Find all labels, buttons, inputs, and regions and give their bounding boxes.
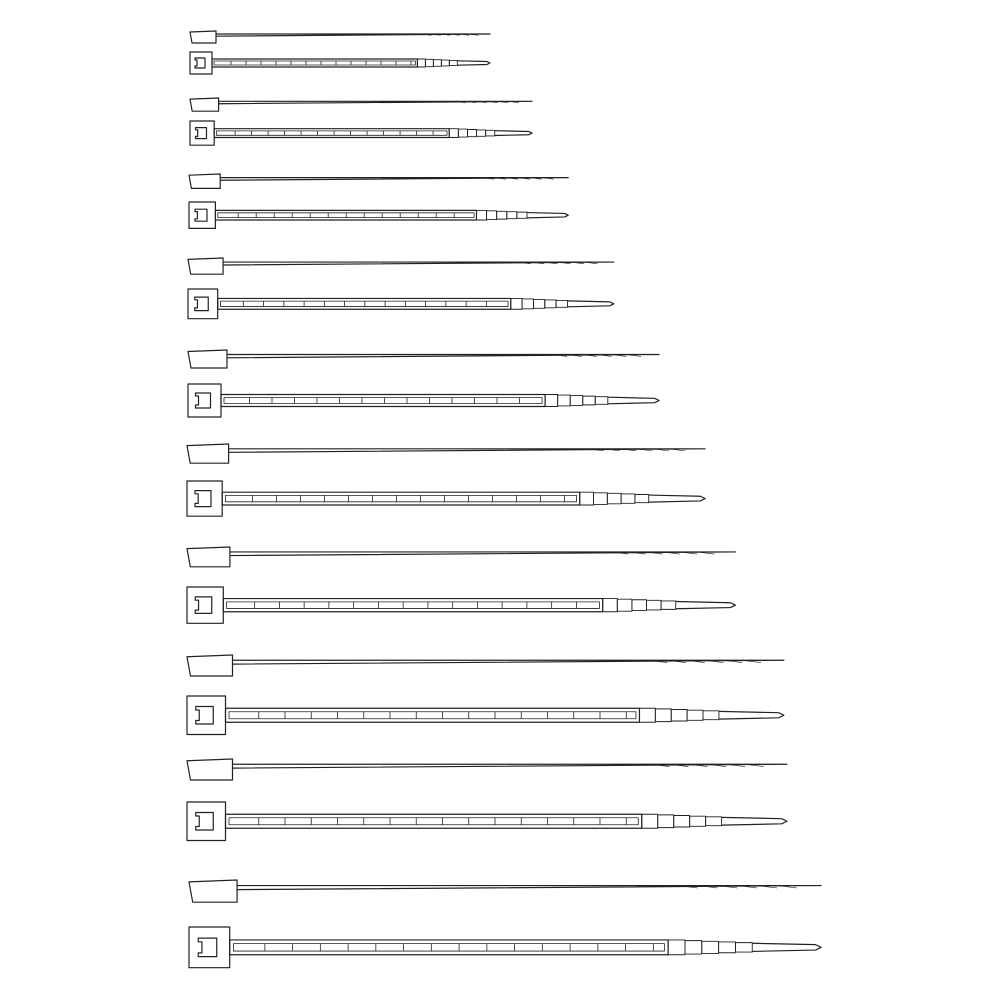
tie-9: [187, 759, 787, 841]
tie-head-top: [188, 289, 218, 319]
tie-top-view: [187, 802, 787, 841]
tie-2: [190, 98, 532, 145]
tie-tail-rib: [425, 59, 433, 66]
tie-tail-rib: [674, 816, 690, 827]
tie-tail-rib: [703, 711, 719, 720]
tie-head-top: [187, 802, 226, 841]
tie-tail-rib: [467, 129, 476, 136]
tie-tail-rib: [735, 943, 752, 952]
tie-tail-rib: [570, 396, 583, 406]
tie-7: [187, 547, 735, 623]
tie-tip: [527, 213, 568, 218]
tie-tip: [719, 711, 784, 719]
tie-side-view: [187, 759, 787, 780]
tie-tail-rib: [617, 599, 632, 611]
tie-tail-rib: [635, 495, 649, 503]
tie-lock-slot: [195, 491, 211, 507]
tie-tip: [722, 817, 787, 825]
tie-10: [189, 880, 821, 968]
tie-tail-rib: [719, 942, 736, 953]
tie-tail-rib: [486, 130, 495, 136]
tie-tail-rib: [639, 708, 655, 722]
tie-tail-rib: [458, 129, 467, 137]
tie-head-top: [187, 587, 223, 623]
tie-strap-rail: [216, 131, 447, 135]
tie-tail-rib: [545, 300, 556, 308]
tie-top-view: [190, 52, 490, 74]
tie-tail-rib: [441, 60, 449, 66]
tie-strap-top: [223, 599, 602, 612]
tie-lock-slot: [195, 58, 205, 68]
tie-head-side: [187, 759, 233, 780]
tie-tail-rib: [556, 300, 567, 307]
tie-tail-rib: [595, 397, 608, 405]
tie-4: [188, 258, 614, 319]
tie-tail-rib: [706, 817, 722, 826]
tie-tail-rib: [487, 211, 497, 220]
tie-tail-rib: [545, 395, 558, 407]
tie-head-top: [189, 927, 230, 968]
tie-strap-top: [218, 298, 511, 309]
tie-tail-rib: [661, 601, 676, 609]
tie-lock-slot: [196, 128, 207, 139]
tie-tail-rib: [655, 709, 671, 722]
tie-tail-rib: [449, 129, 458, 138]
tie-strap-top: [222, 492, 580, 505]
tie-head-side: [189, 174, 220, 188]
tie-tail-rib: [449, 60, 457, 65]
tie-tail-rib: [497, 211, 507, 219]
tie-top-view: [189, 202, 568, 228]
tie-strap-rail: [225, 495, 576, 501]
tie-side-view: [187, 655, 784, 676]
tie-tip: [608, 397, 659, 404]
tie-strap-top: [226, 708, 640, 722]
tie-head-side: [187, 547, 230, 567]
tie-tail-rib: [594, 493, 608, 505]
tie-top-view: [190, 121, 532, 145]
tie-head-top: [190, 52, 212, 74]
tie-tail-rib: [558, 395, 571, 406]
tie-tail-rib: [476, 210, 486, 220]
tie-side-view: [188, 350, 659, 368]
tie-strap-rail: [233, 944, 664, 951]
tie-tail-rib: [417, 59, 425, 67]
tie-6: [187, 444, 705, 516]
tie-lock-slot: [196, 393, 211, 408]
tie-lock-slot: [198, 938, 217, 957]
tie-side-view: [189, 880, 821, 902]
tie-side-view: [188, 258, 614, 274]
tie-head-top: [187, 481, 222, 516]
tie-side-view: [189, 174, 568, 188]
tie-tail-rib: [685, 941, 702, 954]
tie-tail-rib: [522, 299, 533, 309]
tie-tail-rib: [632, 600, 647, 611]
tie-head-side: [190, 98, 219, 111]
tie-lock-slot: [195, 597, 212, 614]
tie-top-view: [188, 289, 614, 319]
tie-lock-slot: [195, 297, 209, 311]
tie-tip: [676, 602, 736, 609]
tie-strap-top: [221, 395, 545, 407]
tie-tail-rib: [702, 941, 719, 953]
tie-head-side: [187, 444, 229, 463]
tie-3: [189, 174, 568, 228]
tie-top-view: [187, 587, 735, 623]
tie-tip: [457, 61, 490, 65]
tie-head-top: [189, 202, 215, 228]
tie-strap-rail: [214, 61, 415, 65]
tie-head-side: [188, 350, 227, 368]
tie-side-view: [187, 547, 735, 567]
tie-serration: [781, 886, 796, 888]
tie-tip: [649, 495, 705, 502]
tie-head-side: [187, 655, 233, 676]
tie-strap-top: [212, 59, 417, 67]
tie-tail-rib: [580, 492, 594, 505]
tie-tail-rib: [668, 940, 685, 955]
tie-head-top: [187, 696, 226, 735]
tie-head-top: [188, 384, 221, 417]
tie-head-side: [190, 31, 216, 43]
tie-top-view: [187, 481, 705, 516]
tie-tail-rib: [690, 816, 706, 826]
tie-top-view: [188, 384, 659, 417]
tie-side-view: [190, 31, 490, 43]
tie-side-view: [187, 444, 705, 463]
tie-tail-rib: [671, 710, 687, 721]
tie-tail-rib: [621, 494, 635, 503]
tie-tail-rib: [433, 60, 441, 67]
tie-tail-rib: [687, 710, 703, 720]
tie-lock-slot: [196, 707, 214, 725]
tie-tip: [752, 943, 821, 951]
tie-tail-rib: [477, 130, 486, 136]
tie-tail-rib: [583, 396, 596, 405]
tie-tail-rib: [647, 600, 662, 610]
tie-lock-slot: [196, 813, 214, 831]
tie-head-side: [189, 880, 237, 902]
tie-tail-rib: [603, 599, 618, 612]
tie-tail-rib: [511, 298, 522, 309]
tie-tail-rib: [658, 815, 674, 828]
tie-tip: [567, 301, 613, 307]
tie-strap-rail: [229, 818, 638, 825]
tie-strap-rail: [229, 712, 636, 719]
tie-tail-rib: [517, 212, 527, 218]
tie-5: [188, 350, 659, 417]
tie-tip: [495, 131, 532, 136]
tie-top-view: [189, 927, 821, 968]
tie-tail-rib: [507, 212, 517, 219]
tie-head-side: [188, 258, 223, 274]
tie-8: [187, 655, 784, 735]
tie-1: [190, 31, 490, 74]
tie-tail-rib: [607, 493, 621, 503]
tie-lock-slot: [195, 209, 207, 221]
tie-strap-top: [230, 940, 668, 955]
tie-tail-rib: [533, 299, 544, 308]
tie-side-view: [190, 98, 532, 111]
tie-strap-rail: [227, 602, 600, 609]
tie-head-top: [190, 121, 214, 145]
tie-strap-top: [214, 129, 449, 138]
tie-tail-rib: [642, 814, 658, 828]
tie-top-view: [187, 696, 784, 735]
tie-strap-top: [226, 814, 642, 828]
